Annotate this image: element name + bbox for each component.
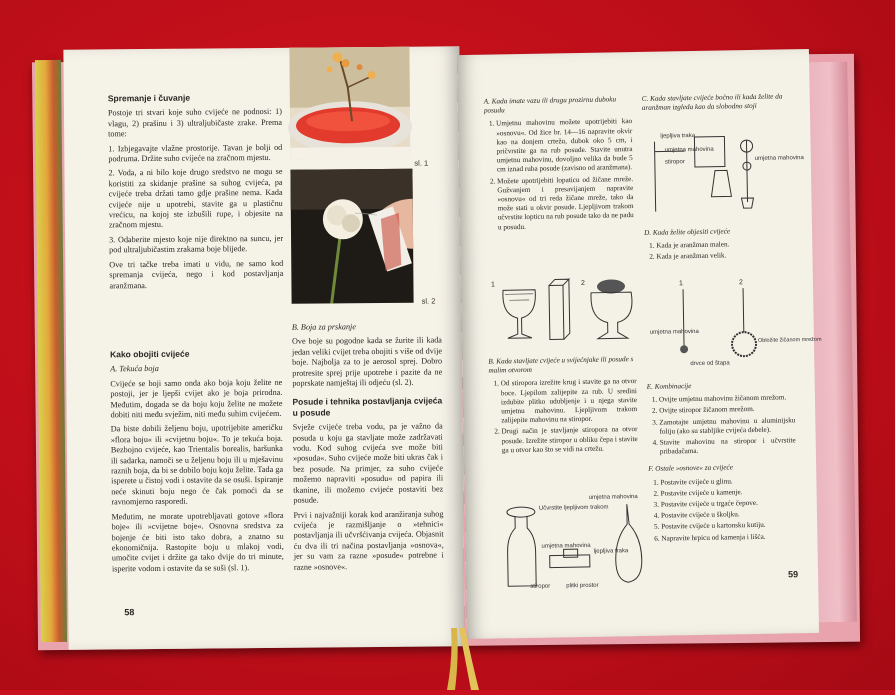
figure-a-vases: [489, 274, 640, 349]
section-e-item-2: 2. Ovijte stiropor žičanom mrežom.: [659, 405, 795, 417]
heading-dyeing: Kako obojiti cvijeće: [110, 348, 190, 360]
fig-c-label-styrofoam: stiropor: [664, 159, 685, 166]
section-d-item-1: 1. Kada je aranžman malen.: [656, 239, 792, 251]
fig-d-label-moss: umjetna mahovina: [649, 328, 699, 336]
section-b-title: B. Kada stavljate cvijeće u svijećnjake ili posude s malim otvorom: [488, 355, 634, 375]
liquid-dye-paragraph-1: Cvijeće se boji samo onda ako boja koju želite ne postoji, jer je ljepši cvijet ako je boja prirodna. Međutim, dogada se da boju koju želite ne možete dobiti niti među svježim, niti među suhim cvijećem.: [110, 377, 283, 420]
section-a-title: A. Kada imate vazu ili drugu prozirnu duboku posudu: [483, 95, 617, 115]
storage-item-1: 1. Izbjegavajte vlažne prostorije. Tavan je bolji od podruma. Držite suho cvijeće na zračnom mjestu.: [108, 142, 283, 164]
fig-b-label-moss-1: umjetna mahovina: [588, 494, 638, 501]
storage-intro: Postoje tri stvari koje suho cvijeće ne podnosi: 1) vlagu, 2) prašinu i 3) ultraljubičaste zrake. Prema tome:: [107, 107, 283, 139]
section-e-item-1: 1. Ovijte umjetnu mahovinu žičanom mrežom.: [659, 393, 795, 405]
heading-containers: Posude i tehnika postavljanja cvijeća u posude: [292, 395, 443, 418]
section-a-item-1: 1. Umjetnu mahovinu možete upotrijebiti kao »osnovu«. Od žice br. 14—16 napravite okvir kao na donjem crtežu, dubok oko 5 cm, i pričvrstite ga na rub posude. Stavite unutra umjetnu mahovinu, dovoljno velika da bude 5 cm iznad ruba posude (zavisno od aranžmana).: [496, 117, 633, 175]
section-d-item-2: 2. Kada je aranžman velik.: [656, 251, 792, 263]
right-page-column-e: [647, 375, 798, 545]
fig-b-label-shallow: plitki prostor: [566, 582, 599, 590]
spray-paragraph: Ove boje su pogodne kada se žurite ili kada jedan veliki cvijet treba obojiti s više od dvije boje. Najbolja za to je aerosol sprej. Dobro protresite sprej prije upotrebe i pazite da ne poprskate namještaj ili odjeću (sl. 2).: [291, 335, 443, 388]
section-e-item-3: 3. Zamotajte umjetnu mahovinu u aluminijsku foliju (ako su stabljike cvijeća debele).: [659, 416, 795, 437]
right-page-column-c: [642, 87, 790, 117]
right-page-column-d: [644, 221, 793, 264]
section-c-title: C. Kada stavljate cvijeće bočno ili kada želite da aranžman izgleda kao da slobodno stoji: [641, 92, 783, 113]
page-number-left: 58: [124, 607, 135, 618]
right-page-column-a: [484, 90, 634, 234]
heading-storage: Spremanje i čuvanje: [107, 92, 191, 104]
fig-b-label-tape-2: ljepljiva traka: [593, 548, 629, 555]
left-column-bottom: [110, 348, 284, 579]
fig-b-label-styrofoam: stiropor: [530, 583, 551, 590]
fig-a-label-1: 1: [490, 281, 495, 289]
section-f-item-6: 6. Napravite hrpicu od kamenja i lišća.: [661, 532, 797, 544]
fig-c-label-moss-2: umjetna mahovina: [754, 155, 804, 162]
liquid-dye-paragraph-3: Međutim, ne morate upotrebljavati gotove »flora boje« ili »cvijetne boje«. Osnovna sredstva za bojenje će biti isto tako dobra, a znatno su ekonomičnija. Rastopite boju u mlakoj vodi, umočite cvijet i držite ga tako dvije do tri minute, isperite vodom i ostavite da se suši (sl. 1).: [111, 510, 284, 574]
right-page: [457, 49, 822, 639]
section-e-title: E. Kombinacije: [646, 382, 692, 391]
fig-b-label-moss-2: umjetna mahovina: [541, 542, 591, 550]
section-b-item-1: 1. Od stiropora izrežite krug i stavite ga na otvor boce. Ljepilom zalijepite za rub. U sredini izdubite plitko udubljenje i u njega stavite umjetnu mahovinu. Ljepljivom trakom zalijepite mahovinu na stiropor.: [501, 377, 638, 425]
fig-c-label-tape: ljepljiva traka: [660, 132, 696, 140]
containers-paragraph-1: Svježe cvijeće treba vodu, pa je važno da posuda u koju ga stavljate može zadržavati vodu. Kod suhog cvijeća sve može biti »posuda«. Suho cvijeće može biti ukras čak i bez posude. Na primjer, za suho cvijeće možemo napraviti »posudu« od papira ili tkanine, ili možemo cvijeće postaviti bez posude.: [292, 421, 444, 505]
containers-paragraph-2: Prvi i najvažniji korak kod aranžiranja suhog cvijeća je razmišljanje o »tehnici« postavljanja ili učvršćivanja cvijeća. Objasnit ću dva ili tri načina postavljanja »osnova«, jer su vam za razne »posude« potrebne i razne »osnove«.: [293, 508, 444, 572]
page-number-right: 59: [787, 569, 799, 580]
section-f-item-1: 1. Postavite cvijeće u glinu.: [660, 476, 796, 488]
section-e-item-4: 4. Stavite mahovinu na stiropor i učvrstite pribadačama.: [660, 436, 796, 457]
photo-dyeing-flower: [289, 47, 410, 160]
fig-d-label-stick: drvce od štapa: [690, 360, 730, 368]
fig-d-label-2: 2: [738, 279, 743, 287]
left-page: [63, 46, 464, 649]
section-f-item-3: 3. Postavite cvijeće u trgaće čepove.: [661, 498, 797, 510]
liquid-dye-paragraph-2: Da biste dobili željenu boju, upotrijebite američku »flora boju« ili »cvijetnu boju«. To je tekuća boja. Bezbojno cvijeće, kao Trientalis borealis, baršunka ili sadarka, namoči se u željenu boju ili u mješavinu raznih boja, da bi se dobilo boju koju želite. Tada ga isperete u čistoj vodi i ostavite da se osuši. Ispiranje neće skinuti boju nego će čak pomoći da se ravnomjerno rasporedi.: [110, 423, 284, 507]
figure-b-bottles: [489, 494, 669, 597]
section-b-item-2: 2. Drugi način je stavljanje stiropora na otvor posude. Izrežite stiropor u obliku čepa i stavite ga u otvor kao što se vidi na crtežu.: [501, 425, 637, 455]
left-column-top: [108, 92, 284, 295]
fig-a-label-2: 2: [580, 279, 585, 287]
subheading-spray-paint: B. Boja za prskanje: [291, 322, 356, 332]
subheading-liquid-dye: A. Tekuća boja: [110, 364, 159, 374]
right-column-left-page: [292, 316, 444, 576]
fig-d-label-1: 1: [678, 280, 683, 288]
storage-item-2: 2. Voda, a ni bilo koje drugo sredstvo ne mogu se koristiti za skidanje prašine sa suhog cvijeća, pa cvijeće treba držati tamo gdje prašine nema. Kada cvijeće nije u upotrebi, stavite ga u plastičnu vrećicu, na kojoj ste izbušili rupe, i objesite na zračnom mjestu.: [108, 167, 283, 230]
fig-d-label-mesh: Obložite žičanom mrežom: [757, 336, 822, 344]
section-f-item-4: 4. Postavite cvijeće u školjku.: [661, 509, 797, 521]
figure-d-hanging: [649, 275, 822, 368]
figure-c-side-arrangement: [644, 119, 804, 221]
storage-item-3: 3. Odaberite mjesto koje nije direktno na suncu, jer pod ultraljubičastim zrakama boje blijede.: [109, 233, 284, 255]
fig-b-label-tape: Učvrstite ljepljivom trakom: [538, 504, 609, 512]
storage-outro: Ove tri tačke treba imati u vidu, ne samo kod spremanja cvijeća, nego i kod postavljanja aranžmana.: [109, 258, 284, 290]
fig-c-label-moss: umjetna mahovina: [664, 146, 714, 154]
figure-2-caption: sl. 2: [421, 296, 436, 306]
section-d-title: D. Kada želite objesiti cvijeće: [643, 227, 731, 237]
section-f-item-2: 2. Postavite cvijeće u kamenje.: [661, 487, 797, 499]
section-f-title: F. Ostale »osnove« za cvijeće: [648, 463, 733, 474]
figure-1-caption: sl. 1: [414, 158, 429, 168]
bookmark-ribbon: [443, 628, 483, 690]
section-f-item-5: 5. Postavite cvijeće u kartonsku kutiju.: [661, 521, 797, 533]
section-a-item-2: 2. Možete upotrijebiti lopaticu od žičane mreže. Gužvanjem i presavijanjem napravite »osnovu« od tri reda žičane mreže, tako da može stati u okvir posude. Ljepljivom trakom učvrstite lopticu na rub posude tako da ne padu u posudu.: [497, 175, 634, 233]
right-page-column-b: [488, 350, 638, 458]
photo-spraying-flower: [290, 169, 413, 304]
